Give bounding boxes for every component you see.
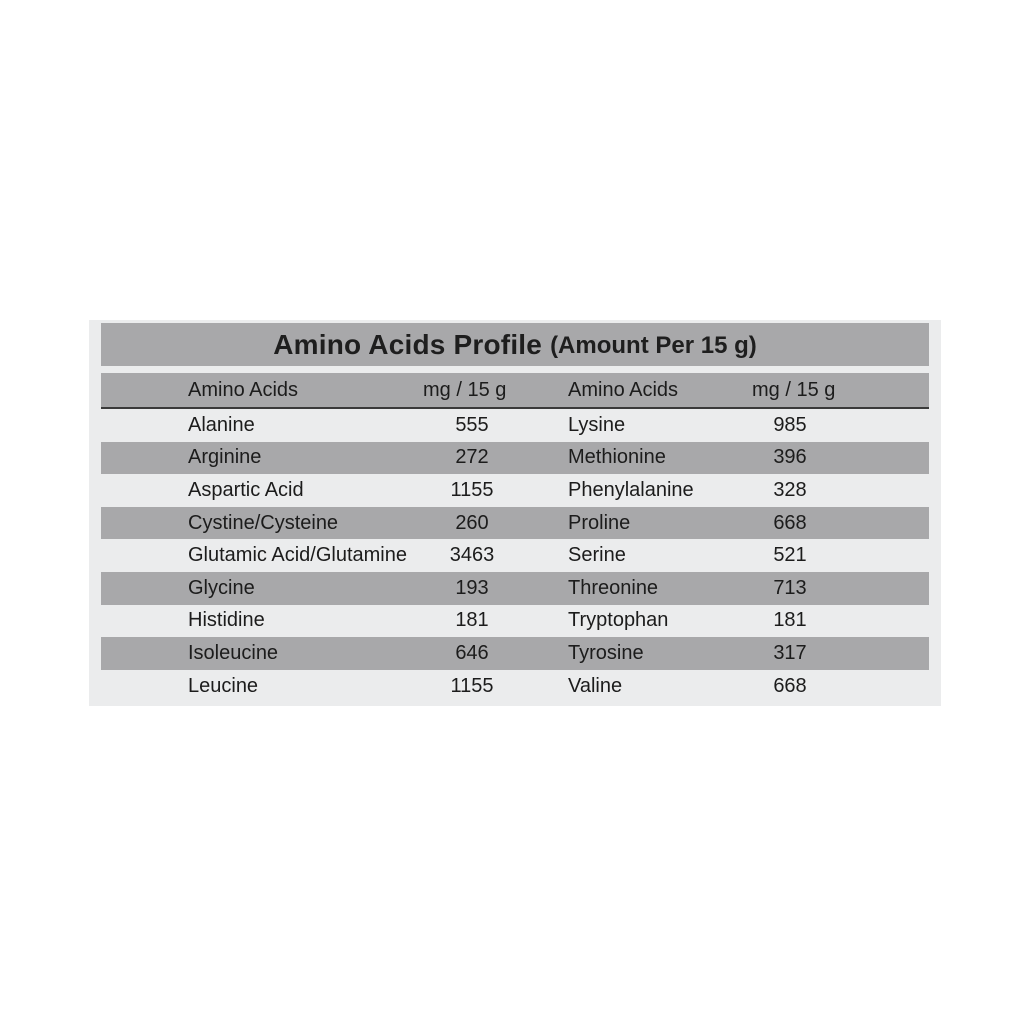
table-row (101, 507, 929, 540)
table-row (101, 605, 929, 638)
table-row (101, 572, 929, 605)
right-amino-acid-name: Tryptophan (568, 609, 669, 632)
table-row (101, 539, 929, 572)
right-amino-acid-name: Threonine (568, 576, 659, 599)
amino-acids-profile-panel (89, 320, 941, 706)
left-amino-acid-amount: 260 (455, 511, 489, 534)
left-amino-acid-name: Glycine (188, 576, 255, 599)
right-amino-acid-name: Tyrosine (568, 641, 644, 664)
left-amino-acid-amount: 646 (455, 641, 489, 664)
left-amino-acid-name: Alanine (188, 413, 255, 436)
table-row (101, 670, 929, 703)
left-amino-acid-amount: 1155 (450, 674, 494, 697)
left-amino-acid-name: Aspartic Acid (188, 478, 304, 501)
left-amino-acid-amount: 181 (455, 609, 489, 632)
right-amino-acid-amount: 181 (773, 609, 807, 632)
left-amino-acid-name: Cystine/Cysteine (188, 511, 339, 534)
right-amino-acid-amount: 713 (773, 576, 807, 599)
table-subtitle: (Amount Per 15 g) (550, 331, 757, 359)
left-amino-acid-amount: 272 (455, 446, 489, 469)
right-amino-acid-name: Serine (568, 544, 626, 567)
right-amino-acid-amount: 668 (773, 674, 807, 697)
header-right-amount: mg / 15 g (752, 378, 836, 401)
left-amino-acid-name: Glutamic Acid/Glutamine (188, 544, 407, 567)
left-amino-acid-name: Histidine (188, 609, 265, 632)
right-amino-acid-name: Methionine (568, 446, 666, 469)
left-amino-acid-amount: 1155 (450, 478, 494, 501)
right-amino-acid-amount: 317 (773, 641, 807, 664)
table-body (101, 409, 929, 702)
table-row (101, 637, 929, 670)
left-amino-acid-amount: 193 (455, 576, 489, 599)
left-amino-acid-amount: 555 (455, 413, 489, 436)
title-bar (101, 323, 929, 366)
right-amino-acid-name: Phenylalanine (568, 478, 694, 501)
right-amino-acid-amount: 521 (773, 544, 807, 567)
right-amino-acid-amount: 985 (773, 413, 807, 436)
left-amino-acid-name: Arginine (188, 446, 262, 469)
table-row (101, 474, 929, 507)
left-amino-acid-name: Isoleucine (188, 641, 279, 664)
right-amino-acid-amount: 668 (773, 511, 807, 534)
right-amino-acid-name: Lysine (568, 413, 626, 436)
header-right-name: Amino Acids (568, 378, 679, 401)
table-title: Amino Acids Profile (273, 328, 543, 360)
column-header-row (101, 373, 929, 409)
right-amino-acid-name: Proline (568, 511, 631, 534)
table-row (101, 442, 929, 475)
right-amino-acid-name: Valine (568, 674, 623, 697)
header-left-amount: mg / 15 g (423, 378, 507, 401)
right-amino-acid-amount: 328 (773, 478, 807, 501)
left-amino-acid-amount: 3463 (449, 544, 495, 567)
right-amino-acid-amount: 396 (773, 446, 807, 469)
header-left-name: Amino Acids (188, 378, 299, 401)
left-amino-acid-name: Leucine (188, 674, 259, 697)
table-row (101, 409, 929, 442)
